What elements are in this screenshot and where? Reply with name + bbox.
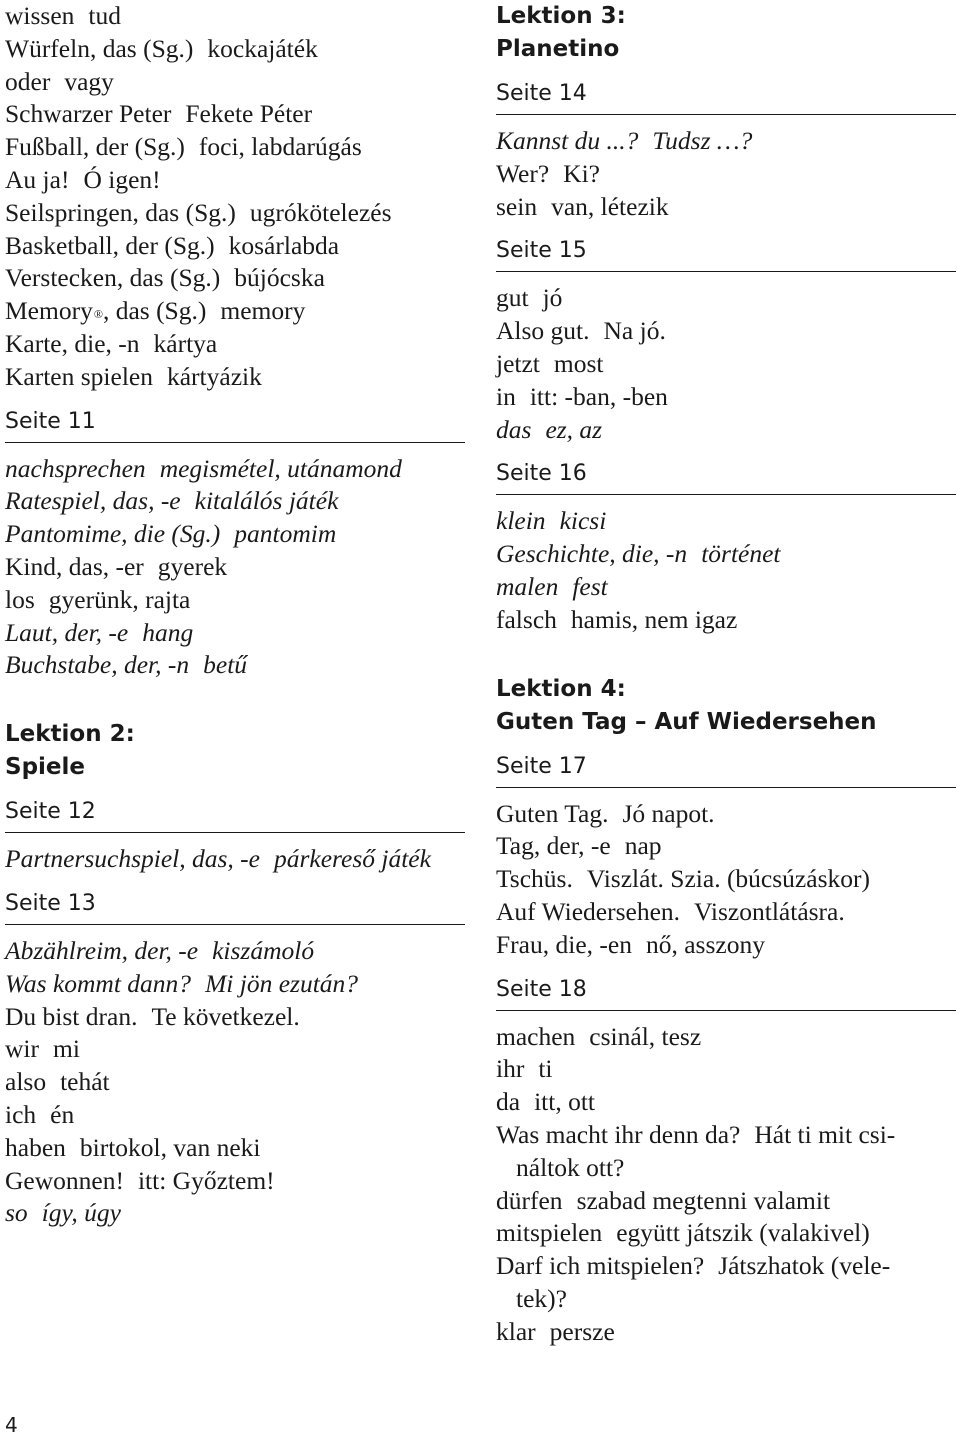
section-heading-seite-11: Seite 11 [5,408,465,443]
translation: gyerünk, rajta [48,584,191,614]
term: ihr [496,1054,525,1084]
translation: hang [142,617,194,647]
lesson-number: Lektion 2: [5,721,135,748]
translation: megismétel, utánamond [159,453,402,483]
vocab-entry [496,1316,956,1349]
translation: Te következel. [151,1001,300,1031]
translation: szabad megtenni valamit [576,1185,831,1215]
translation: nap [624,831,662,861]
term: Karte, die, -n [5,328,140,358]
term: Pantomime, die (Sg.) [5,519,221,549]
translation: kicsi [559,506,607,536]
term: oder [5,66,51,96]
term: so [5,1198,28,1228]
vocab-entry [496,896,956,929]
term: Auf Wiedersehen. [496,896,681,926]
term: mitspielen [496,1218,603,1248]
seite-16-vocabulary [496,505,956,636]
term: Darf ich mitspielen? [496,1251,705,1281]
translation: pantomim [234,519,337,549]
translation: együtt játszik (valakivel) [616,1218,870,1248]
term: Frau, die, -en [496,929,632,959]
term: Kind, das, -er [5,551,144,581]
translation: gyerek [157,551,228,581]
section-heading-seite-13: Seite 13 [5,890,465,925]
term: ich [5,1099,37,1129]
translation: Jó napot. [622,798,715,828]
vocab-entry [5,295,465,328]
vocab-entry [496,158,956,191]
translation: történet [701,539,781,569]
lesson-number: Lektion 3: [496,3,626,29]
term: Gewonnen! [5,1165,124,1195]
section-heading-seite-17: Seite 17 [496,753,956,788]
term: Ratespiel, das, -e [5,486,181,516]
vocab-entry [5,843,465,876]
term: da [496,1087,521,1117]
lesson-3-title [496,0,956,66]
translation: birtokol, van neki [79,1132,261,1162]
translation: csinál, tesz [589,1021,702,1051]
term: also [5,1067,47,1097]
translation: ez, az [545,414,603,444]
vocab-entry [5,262,465,295]
translation: tud [88,1,122,30]
vocab-entry [5,164,465,197]
term: Partnersuchspiel, das, -e [5,844,260,874]
term: Also gut. [496,316,590,346]
translation-continuation: tek)? [516,1283,567,1313]
translation: kosárlabda [228,230,340,260]
term: klein [496,506,546,536]
translation: kártyázik [166,361,262,391]
vocab-entry [5,131,465,164]
translation: memory [220,296,306,326]
vocab-entry [496,929,956,962]
translation: Játszhatok (vele- [718,1251,891,1281]
vocab-entry [496,348,956,381]
translation: Ó igen! [83,164,161,194]
term: Basketball, der (Sg.) [5,230,215,260]
translation: jó [542,283,563,313]
vocab-entry [5,1165,465,1198]
term: malen [496,571,559,601]
vocab-entry [496,191,956,224]
term: Was kommt dann? [5,968,192,998]
term: Guten Tag. [496,798,609,828]
translation: vagy [64,66,114,96]
lesson-spacer [5,682,465,718]
vocab-entry [5,551,465,584]
vocab-entry [496,571,956,604]
term: in [496,381,516,411]
vocab-entry [5,361,465,394]
term: Abzählreim, der, -e [5,935,199,965]
translation: foci, labdarúgás [198,132,362,162]
seite-11-vocabulary [5,453,465,683]
translation: ugrókötelezés [249,197,392,227]
lesson-2-title [5,718,465,784]
translation: kockajáték [207,33,318,63]
vocab-entry [5,518,465,551]
vocab-entry [5,0,465,33]
translation: Viszontlátásra. [694,896,845,926]
translation: persze [549,1316,615,1346]
seite-17-vocabulary [496,798,956,962]
vocab-entry [5,230,465,263]
term: Karten spielen [5,361,153,391]
translation: én [50,1099,75,1129]
vocab-entry [496,1217,956,1250]
term: Buchstabe, der, -n [5,650,190,680]
translation: tehát [60,1067,110,1097]
term: Laut, der, -e [5,617,129,647]
vocab-entry [496,798,956,831]
vocab-entry [5,584,465,617]
translation: hamis, nem igaz [570,604,738,634]
term: jetzt [496,348,540,378]
term: los [5,584,35,614]
vocab-entry [5,1033,465,1066]
translation: mi [53,1034,80,1064]
vocab-entry [5,935,465,968]
translation: Hát ti mit csi- [754,1119,896,1149]
translation: kiszámoló [212,935,315,965]
left-column [5,0,465,1230]
vocab-entry [496,538,956,571]
term: klar [496,1316,536,1346]
term: dürfen [496,1185,563,1215]
term: das [496,414,532,444]
translation: Mi jön ezután? [205,968,359,998]
translation: fest [572,571,608,601]
seite-13-vocabulary [5,935,465,1230]
section-heading-seite-18: Seite 18 [496,976,956,1011]
vocab-entry [5,1066,465,1099]
vocab-entry [5,66,465,99]
translation: betű [203,650,248,680]
term: Memory [5,296,93,326]
term: Seilspringen, das (Sg.) [5,197,236,227]
vocab-entry [5,33,465,66]
seite-18-vocabulary [496,1021,956,1349]
vocab-entry [5,197,465,230]
lesson-number: Lektion 4: [496,675,626,702]
vocab-entry [5,1001,465,1034]
vocab-entry [496,830,956,863]
vocab-entry [496,1053,956,1086]
term: Was macht ihr denn da? [496,1119,741,1149]
section-heading-seite-12: Seite 12 [5,798,465,833]
lesson-name: Guten Tag – Auf Wiedersehen [496,708,877,735]
translation-continuation: náltok ott? [516,1152,625,1182]
vocab-entry [496,125,956,158]
page-number: 4 [5,1413,18,1437]
translation: kártya [153,328,218,358]
translation: Tudsz …? [652,126,753,155]
term: Kannst du ...? [496,126,639,155]
term: wir [5,1034,39,1064]
lesson-name: Planetino [496,36,620,62]
term: Tag, der, -e [496,831,611,861]
translation: kitalálós játék [194,486,339,516]
term: falsch [496,604,557,634]
translation: most [553,348,604,378]
term-suffix: , das (Sg.) [102,296,207,326]
vocab-entry [5,328,465,361]
translation: bújócska [234,263,325,293]
vocab-entry [5,98,465,131]
vocab-entry [496,863,956,896]
translation: így, úgy [41,1198,122,1228]
right-column [496,0,956,1349]
section-heading-seite-15: Seite 15 [496,237,956,272]
term: Schwarzer Peter [5,99,172,129]
term: Geschichte, die, -n [496,539,688,569]
lesson-4-title [496,673,956,739]
translation: van, létezik [551,191,669,221]
section-heading-seite-14: Seite 14 [496,80,956,115]
vocab-entry [496,381,956,414]
lesson-spacer [496,637,956,673]
translation: Fekete Péter [185,99,313,129]
vocab-entry [496,1185,956,1218]
vocab-entry [5,968,465,1001]
translation: itt, ott [534,1087,596,1117]
term: machen [496,1021,576,1051]
vocab-entry [496,604,956,637]
vocab-entry [496,1086,956,1119]
translation: itt: Győztem! [137,1165,275,1195]
term: gut [496,283,529,313]
lesson-name: Spiele [5,754,85,781]
term: Au ja! [5,164,70,194]
term: haben [5,1132,66,1162]
translation: nő, asszony [645,929,765,959]
vocab-entry [5,1132,465,1165]
term: Verstecken, das (Sg.) [5,263,221,293]
term: Würfeln, das (Sg.) [5,33,194,63]
vocab-entry [496,1119,956,1185]
section-heading-seite-16: Seite 16 [496,460,956,495]
vocab-entry [496,505,956,538]
term: nachsprechen [5,453,146,483]
translation: Na jó. [603,316,666,346]
term: Wer? [496,158,550,188]
vocab-entry [5,1197,465,1230]
vocab-entry [5,617,465,650]
vocab-entry [496,282,956,315]
translation: Viszlát. Szia. (búcsúzáskor) [586,864,870,894]
term: Tschüs. [496,864,573,894]
seite-14-vocabulary [496,125,956,223]
vocab-entry [5,485,465,518]
term: wissen [5,1,75,30]
translation: ti [538,1054,553,1084]
term: Du bist dran. [5,1001,138,1031]
registered-trademark-mark: ® [93,307,103,322]
translation: Ki? [563,158,600,188]
vocab-entry [5,649,465,682]
vocab-entry [496,414,956,447]
vocab-entry [5,453,465,486]
intro-vocabulary [5,0,465,394]
vocab-entry [496,1250,956,1316]
translation: itt: -ban, -ben [529,381,668,411]
vocab-entry [496,315,956,348]
term: sein [496,191,538,221]
term: Fußball, der (Sg.) [5,132,185,162]
translation: párkereső játék [273,844,431,874]
vocab-entry [496,1021,956,1054]
vocab-entry [5,1099,465,1132]
seite-12-vocabulary [5,843,465,876]
seite-15-vocabulary [496,282,956,446]
